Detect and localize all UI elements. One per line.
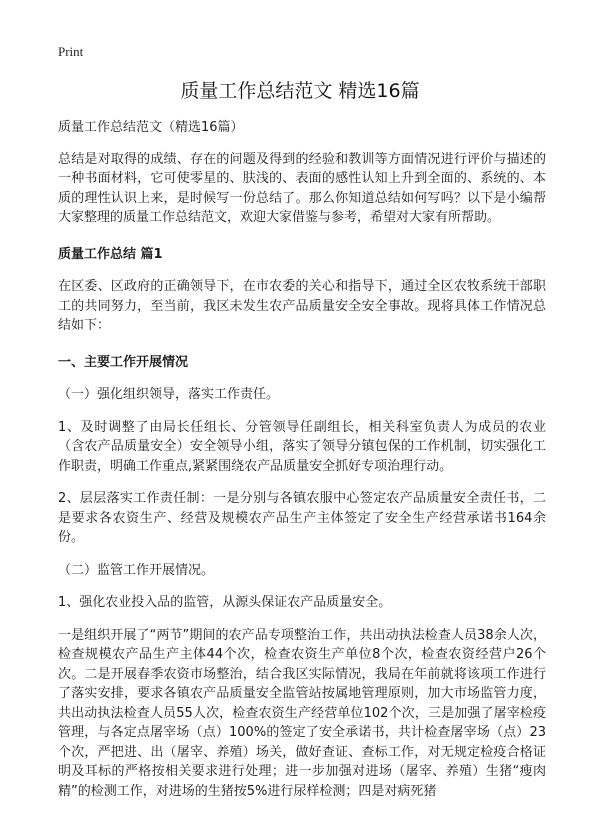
item-paragraph-3: 1、强化农业投入品的监管，从源头保证农产品质量安全。 [58,595,392,610]
section-intro-paragraph: 在区委、区政府的正确领导下，在市农委的关心和指导下，通过全区农牧系统干部职工的共同努力，至当前，我区未发生农产品质量安全安全事故。现将具体工作情况总结如下： [58,279,546,333]
article-body [58,118,546,801]
subsection-heading-2: （二）监管工作开展情况。 [58,562,215,578]
article-subtitle: 质量工作总结范文（精选16篇） [58,120,244,135]
item-paragraph-1: 1、及时调整了由局长任组长、分管领导任副组长，相关科室负责人为成员的农业（含农产品质量安全）安全领导小组，落实了领导分镇包保的工作机制，切实强化工作职责，明确工作重点,紧紧围绕农产品质量安全抓好专项治理行动。 [58,419,546,474]
section-heading: 质量工作总结 篇1 [58,246,163,262]
subsection-heading-1: （一）强化组织领导，落实工作责任。 [58,387,280,402]
intro-paragraph: 总结是对取得的成绩、存在的问题及得到的经验和教训等方面情况进行评价与描述的一种书面材料，它可使零星的、肤浅的、表面的感性认知上升到全面的、系统的、本质的理性认识上来，是时候写一份总结了。那么你知道总结如何写吗？以下是小编帮大家整理的质量工作总结范文，欢迎大家借鉴与参考，希望对大家有所帮助。 [58,151,546,225]
item-paragraph-4: 一是组织开展了“两节”期间的农产品专项整治工作，共出动执法检查人员38余人次，检查规模农产品生产主体44个次，检查农资生产单位8个次，检查农资经营户26个次。二是开展春季农资市场整治，结合我区实际情况，我局在年前就将该项工作进行了落实安排，要求各镇农产品质量安全监管站按属地管理原则，加大市场监管力度，共出动执法检查人员55人次，检查农资生产经营单位102个次，三是加强了屠宰检疫管理，与各定点屠宰场（点）100%的签定了安全承诺书，共计检查屠宰场（点）23个次，严把进、出（屠宰、养殖）场关，做好查证、查标工作，对无规定检疫合格证明及耳标的严格按相关要求进行处理；进一步加强对进场（屠宰、养殖）生猪“瘦肉精”的检测工作，对进场的生猪按5%进行尿样检测；四是对病死猪 [58,627,546,799]
part-heading: 一、主要工作开展情况 [58,354,189,370]
item-paragraph-2: 2、层层落实工作责任制：一是分别与各镇农服中心签定农产品质量安全责任书，二是要求各农资生产、经营及规模农产品生产主体签定了安全生产经营承诺书164余份。 [58,491,546,545]
page-title: 质量工作总结范文 精选16篇 [180,80,420,102]
print-link[interactable]: Print [58,44,84,59]
